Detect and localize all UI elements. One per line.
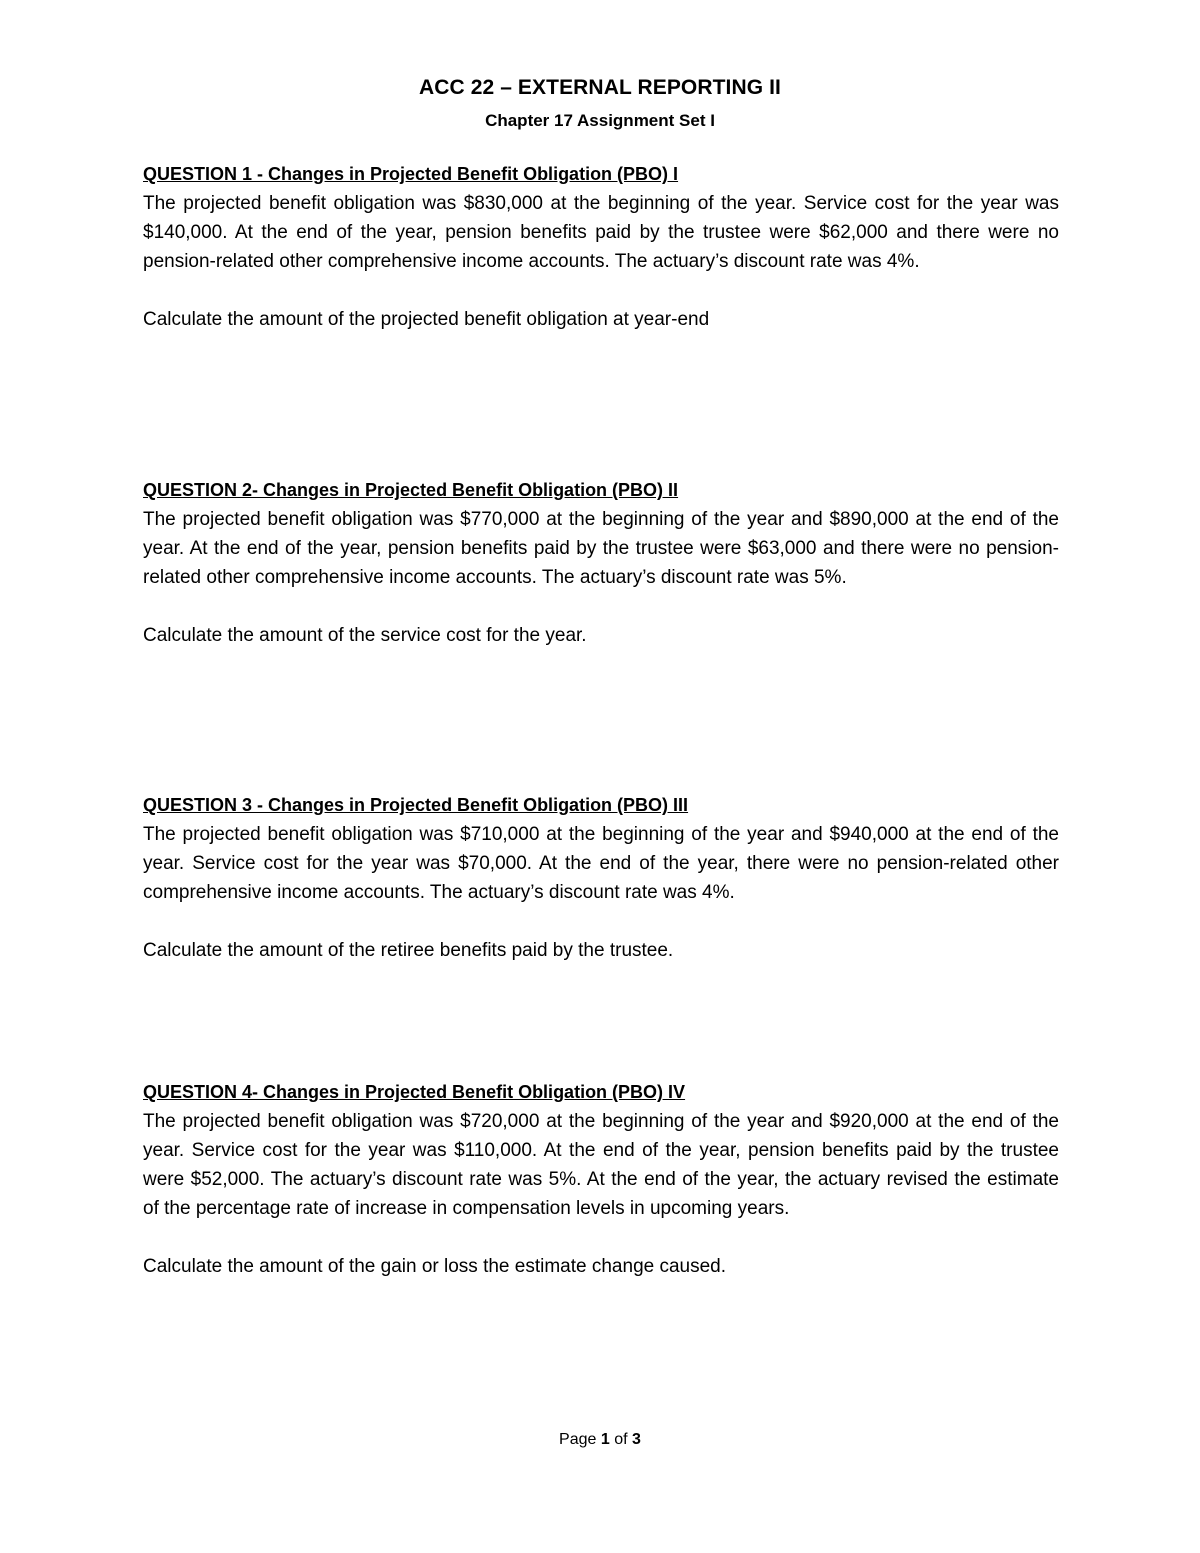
document-title: ACC 22 – EXTERNAL REPORTING II <box>418 76 781 99</box>
document-subtitle: Chapter 17 Assignment Set I <box>485 111 715 130</box>
question-4-body: The projected benefit obligation was $720,000 at the beginning of the year and $920,000 at the end of the year. Service cost for the year was $110,000. At the end of the year, pension benefits paid by the trustee were $52,000. The actuary’s discount rate was 5%. At the end of the year, the actuary revised the estimate of the percentage rate of increase in compensation levels in upcoming years. <box>143 1111 1059 1219</box>
question-2 <box>143 476 1059 650</box>
question-4-task: Calculate the amount of the gain or loss the estimate change caused. <box>143 1256 727 1277</box>
question-2-task: Calculate the amount of the service cost for the year. <box>143 625 587 646</box>
question-4 <box>143 1078 1059 1281</box>
page-footer <box>0 1431 1200 1449</box>
question-1 <box>143 160 1059 334</box>
question-3 <box>143 791 1059 965</box>
page-total: 3 <box>632 1431 641 1448</box>
question-1-heading: QUESTION 1 - Changes in Projected Benefit Obligation (PBO) I <box>143 164 679 184</box>
question-2-body: The projected benefit obligation was $770,000 at the beginning of the year and $890,000 at the end of the year. At the end of the year, pension benefits paid by the trustee were $63,000 and there were no pension-related other comprehensive income accounts. The actuary’s discount rate was 5%. <box>143 509 1059 588</box>
question-2-heading: QUESTION 2- Changes in Projected Benefit Obligation (PBO) II <box>143 480 679 500</box>
question-3-heading: QUESTION 3 - Changes in Projected Benefit Obligation (PBO) III <box>143 795 689 815</box>
question-4-heading: QUESTION 4- Changes in Projected Benefit Obligation (PBO) IV <box>143 1082 686 1102</box>
question-1-task: Calculate the amount of the projected benefit obligation at year-end <box>143 309 710 330</box>
question-3-body: The projected benefit obligation was $710,000 at the beginning of the year and $940,000 at the end of the year. Service cost for the year was $70,000. At the end of the year, there were no pension-related other comprehensive income accounts. The actuary’s discount rate was 4%. <box>143 824 1059 903</box>
question-3-task: Calculate the amount of the retiree benefits paid by the trustee. <box>143 940 674 961</box>
page-label: Page <box>559 1431 597 1448</box>
page-current: 1 <box>600 1431 610 1448</box>
question-1-body: The projected benefit obligation was $830,000 at the beginning of the year. Service cost for the year was $140,000. At the end of the year, pension benefits paid by the trustee were $62,000 and there were no pension-related other comprehensive income accounts. The actuary’s discount rate was 4%. <box>143 193 1059 272</box>
page-of-label: of <box>614 1431 628 1448</box>
